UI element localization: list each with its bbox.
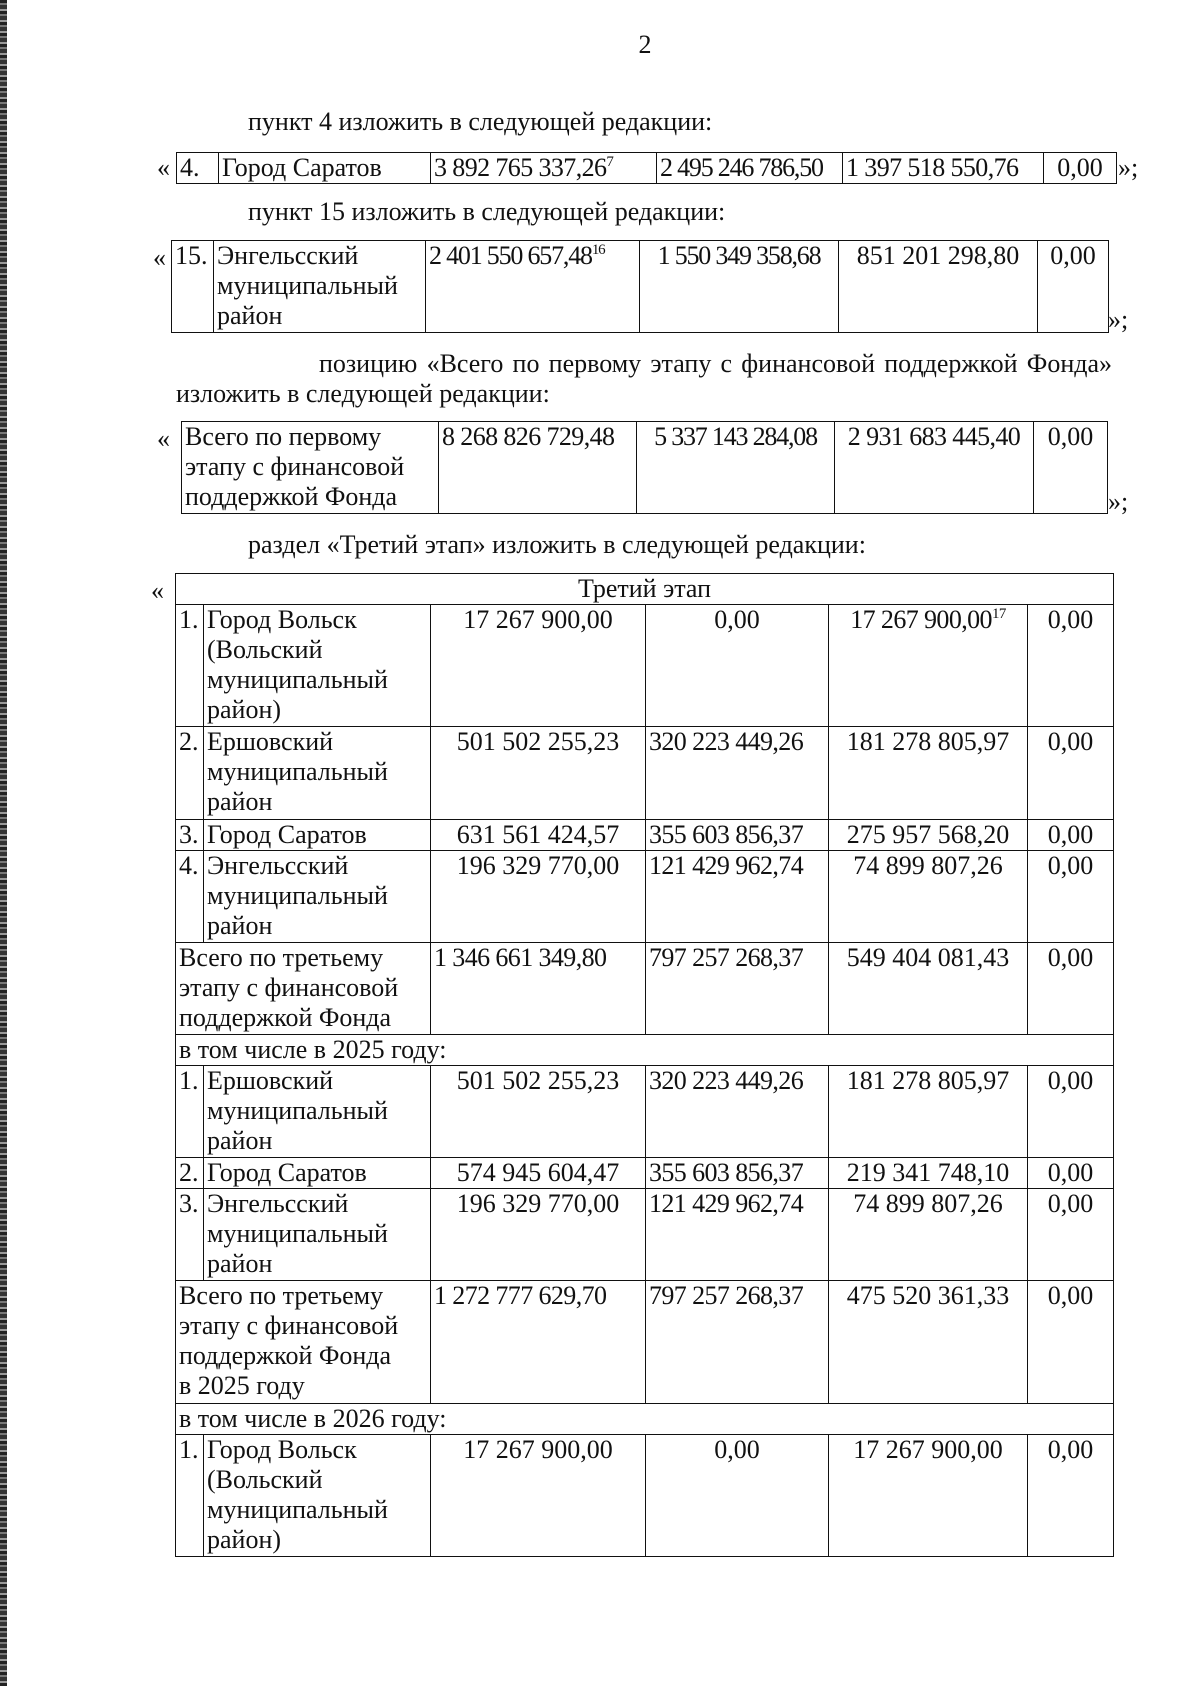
table-row (176, 1066, 1114, 1158)
table-point-15 (171, 240, 1109, 333)
row-col3: 17 267 900,00$^{17}$ (829, 605, 1028, 727)
row-name: Энгельсский муниципальный район (204, 1189, 431, 1281)
table-stage-3 (175, 573, 1114, 1557)
quote-close: »; (1108, 305, 1129, 334)
quote-close: »; (1118, 153, 1139, 182)
row-col4: 0,00 (1038, 241, 1109, 333)
row-number: 1. (176, 1435, 204, 1557)
row-name: Энгельсский муниципальный район (204, 851, 431, 943)
row-col4: 0,00 (1028, 1066, 1114, 1158)
row-col4: 0,00 (1028, 851, 1114, 943)
row-col2: 0,00 (646, 1435, 829, 1557)
row-col4: 0,00 (1028, 605, 1114, 727)
table-row (176, 1435, 1114, 1557)
row-total: 17 267 900,00 (431, 1435, 646, 1557)
row-col3: 2 931 683 445,40 (835, 422, 1034, 514)
quote-open: « (151, 576, 164, 605)
row-col2: 320 223 449,26 (646, 727, 829, 820)
row-number: 15. (172, 241, 214, 333)
row-col4: 0,00 (1028, 1189, 1114, 1281)
subheader-2026: в том числе в 2026 году: (176, 1404, 1114, 1435)
intro-point-4: пункт 4 изложить в следующей редакции: (248, 107, 713, 136)
table-row (176, 851, 1114, 943)
scan-edge (0, 0, 7, 1686)
quote-open: « (153, 243, 166, 272)
row-total: 1 272 777 629,70 (431, 1281, 646, 1404)
table-row (172, 241, 1109, 333)
row-col2: 1 550 349 358,68 (640, 241, 839, 333)
row-total: 2 401 550 657,48$^{16}$ (426, 241, 640, 333)
row-col3: 219 341 748,10 (829, 1158, 1028, 1189)
table-total-row (176, 943, 1114, 1035)
row-name: Город Саратов (204, 1158, 431, 1189)
footnote-mark: 7 (606, 154, 614, 170)
row-col3: 74 899 807,26 (829, 1189, 1028, 1281)
subheader-2025: в том числе в 2025 году: (176, 1035, 1114, 1066)
row-col3: 181 278 805,97 (829, 1066, 1028, 1158)
intro-point-15: пункт 15 изложить в следующей редакции: (248, 197, 726, 226)
table-point-4 (176, 152, 1117, 184)
row-col3: 17 267 900,00 (829, 1435, 1028, 1557)
intro-section-stage3: раздел «Третий этап» изложить в следующей редакции: (248, 530, 866, 559)
row-col2: 2 495 246 786,50 (657, 153, 843, 184)
row-number: 4. (176, 851, 204, 943)
row-name: Энгельсский муниципальный район (214, 241, 426, 333)
row-col2: 355 603 856,37 (646, 820, 829, 851)
row-col2: 797 257 268,37 (646, 1281, 829, 1404)
quote-open: « (157, 424, 170, 453)
row-col3: 475 520 361,33 (829, 1281, 1028, 1404)
row-name: Всего по третьему этапу с финансовой поддержкой Фонда (176, 943, 431, 1035)
row-col4: 0,00 (1028, 1435, 1114, 1557)
row-col2: 320 223 449,26 (646, 1066, 829, 1158)
row-name: Город Вольск (Вольский муниципальный район) (204, 1435, 431, 1557)
row-name: Город Саратов (204, 820, 431, 851)
row-total: 574 945 604,47 (431, 1158, 646, 1189)
row-col3: 74 899 807,26 (829, 851, 1028, 943)
table-row (177, 153, 1117, 184)
table-row (176, 1158, 1114, 1189)
row-total: 17 267 900,00 (431, 605, 646, 727)
row-name: Ершовский муниципальный район (204, 727, 431, 820)
row-total: 196 329 770,00 (431, 1189, 646, 1281)
row-total: 8 268 826 729,48 (439, 422, 637, 514)
row-col3: 1 397 518 550,76 (843, 153, 1044, 184)
row-total: 501 502 255,23 (431, 1066, 646, 1158)
intro-position-line1: позицию «Всего по первому этапу с финансовой поддержкой Фонда» (319, 349, 1112, 378)
row-name: Всего по первому этапу с финансовой поддержкой Фонда (182, 422, 439, 514)
row-number: 3. (176, 820, 204, 851)
row-col4: 0,00 (1034, 422, 1108, 514)
quote-open: « (157, 153, 170, 182)
table-row (176, 820, 1114, 851)
row-number: 1. (176, 1066, 204, 1158)
row-col4: 0,00 (1028, 1281, 1114, 1404)
row-total: 501 502 255,23 (431, 727, 646, 820)
row-col2: 121 429 962,74 (646, 851, 829, 943)
row-col3: 181 278 805,97 (829, 727, 1028, 820)
stage-header: Третий этап (176, 574, 1114, 605)
row-total: 3 892 765 337,26$^7$ (431, 153, 657, 184)
row-col3: 275 957 568,20 (829, 820, 1028, 851)
row-col2: 5 337 143 284,08 (637, 422, 835, 514)
row-name: Ершовский муниципальный район (204, 1066, 431, 1158)
table-row (176, 605, 1114, 727)
row-col4: 0,00 (1044, 153, 1117, 184)
row-total: 631 561 424,57 (431, 820, 646, 851)
row-number: 4. (177, 153, 219, 184)
row-col2: 797 257 268,37 (646, 943, 829, 1035)
row-col3: 549 404 081,43 (829, 943, 1028, 1035)
table-row (182, 422, 1108, 514)
row-name: Город Вольск (Вольский муниципальный район) (204, 605, 431, 727)
row-name: Всего по третьему этапу с финансовой поддержкой Фонда в 2025 году (176, 1281, 431, 1404)
row-col3: 851 201 298,80 (839, 241, 1038, 333)
row-total: 196 329 770,00 (431, 851, 646, 943)
quote-close: »; (1108, 487, 1129, 516)
table-first-stage (181, 421, 1108, 514)
row-total: 1 346 661 349,80 (431, 943, 646, 1035)
row-col4: 0,00 (1028, 820, 1114, 851)
table-total-row (176, 1281, 1114, 1404)
row-number: 2. (176, 1158, 204, 1189)
row-number: 1. (176, 605, 204, 727)
row-number: 2. (176, 727, 204, 820)
table-subheader-row (176, 1404, 1114, 1435)
row-col2: 121 429 962,74 (646, 1189, 829, 1281)
row-col2: 0,00 (646, 605, 829, 727)
row-col4: 0,00 (1028, 727, 1114, 820)
table-row (176, 727, 1114, 820)
row-col4: 0,00 (1028, 1158, 1114, 1189)
table-header-row (176, 574, 1114, 605)
row-col2: 355 603 856,37 (646, 1158, 829, 1189)
footnote-mark: 17 (991, 606, 1006, 622)
footnote-mark: 16 (591, 242, 605, 258)
intro-position-line2: изложить в следующей редакции: (176, 379, 550, 408)
page-number: 2 (638, 30, 652, 59)
row-number: 3. (176, 1189, 204, 1281)
row-name: Город Саратов (219, 153, 431, 184)
row-col4: 0,00 (1028, 943, 1114, 1035)
table-subheader-row (176, 1035, 1114, 1066)
table-row (176, 1189, 1114, 1281)
